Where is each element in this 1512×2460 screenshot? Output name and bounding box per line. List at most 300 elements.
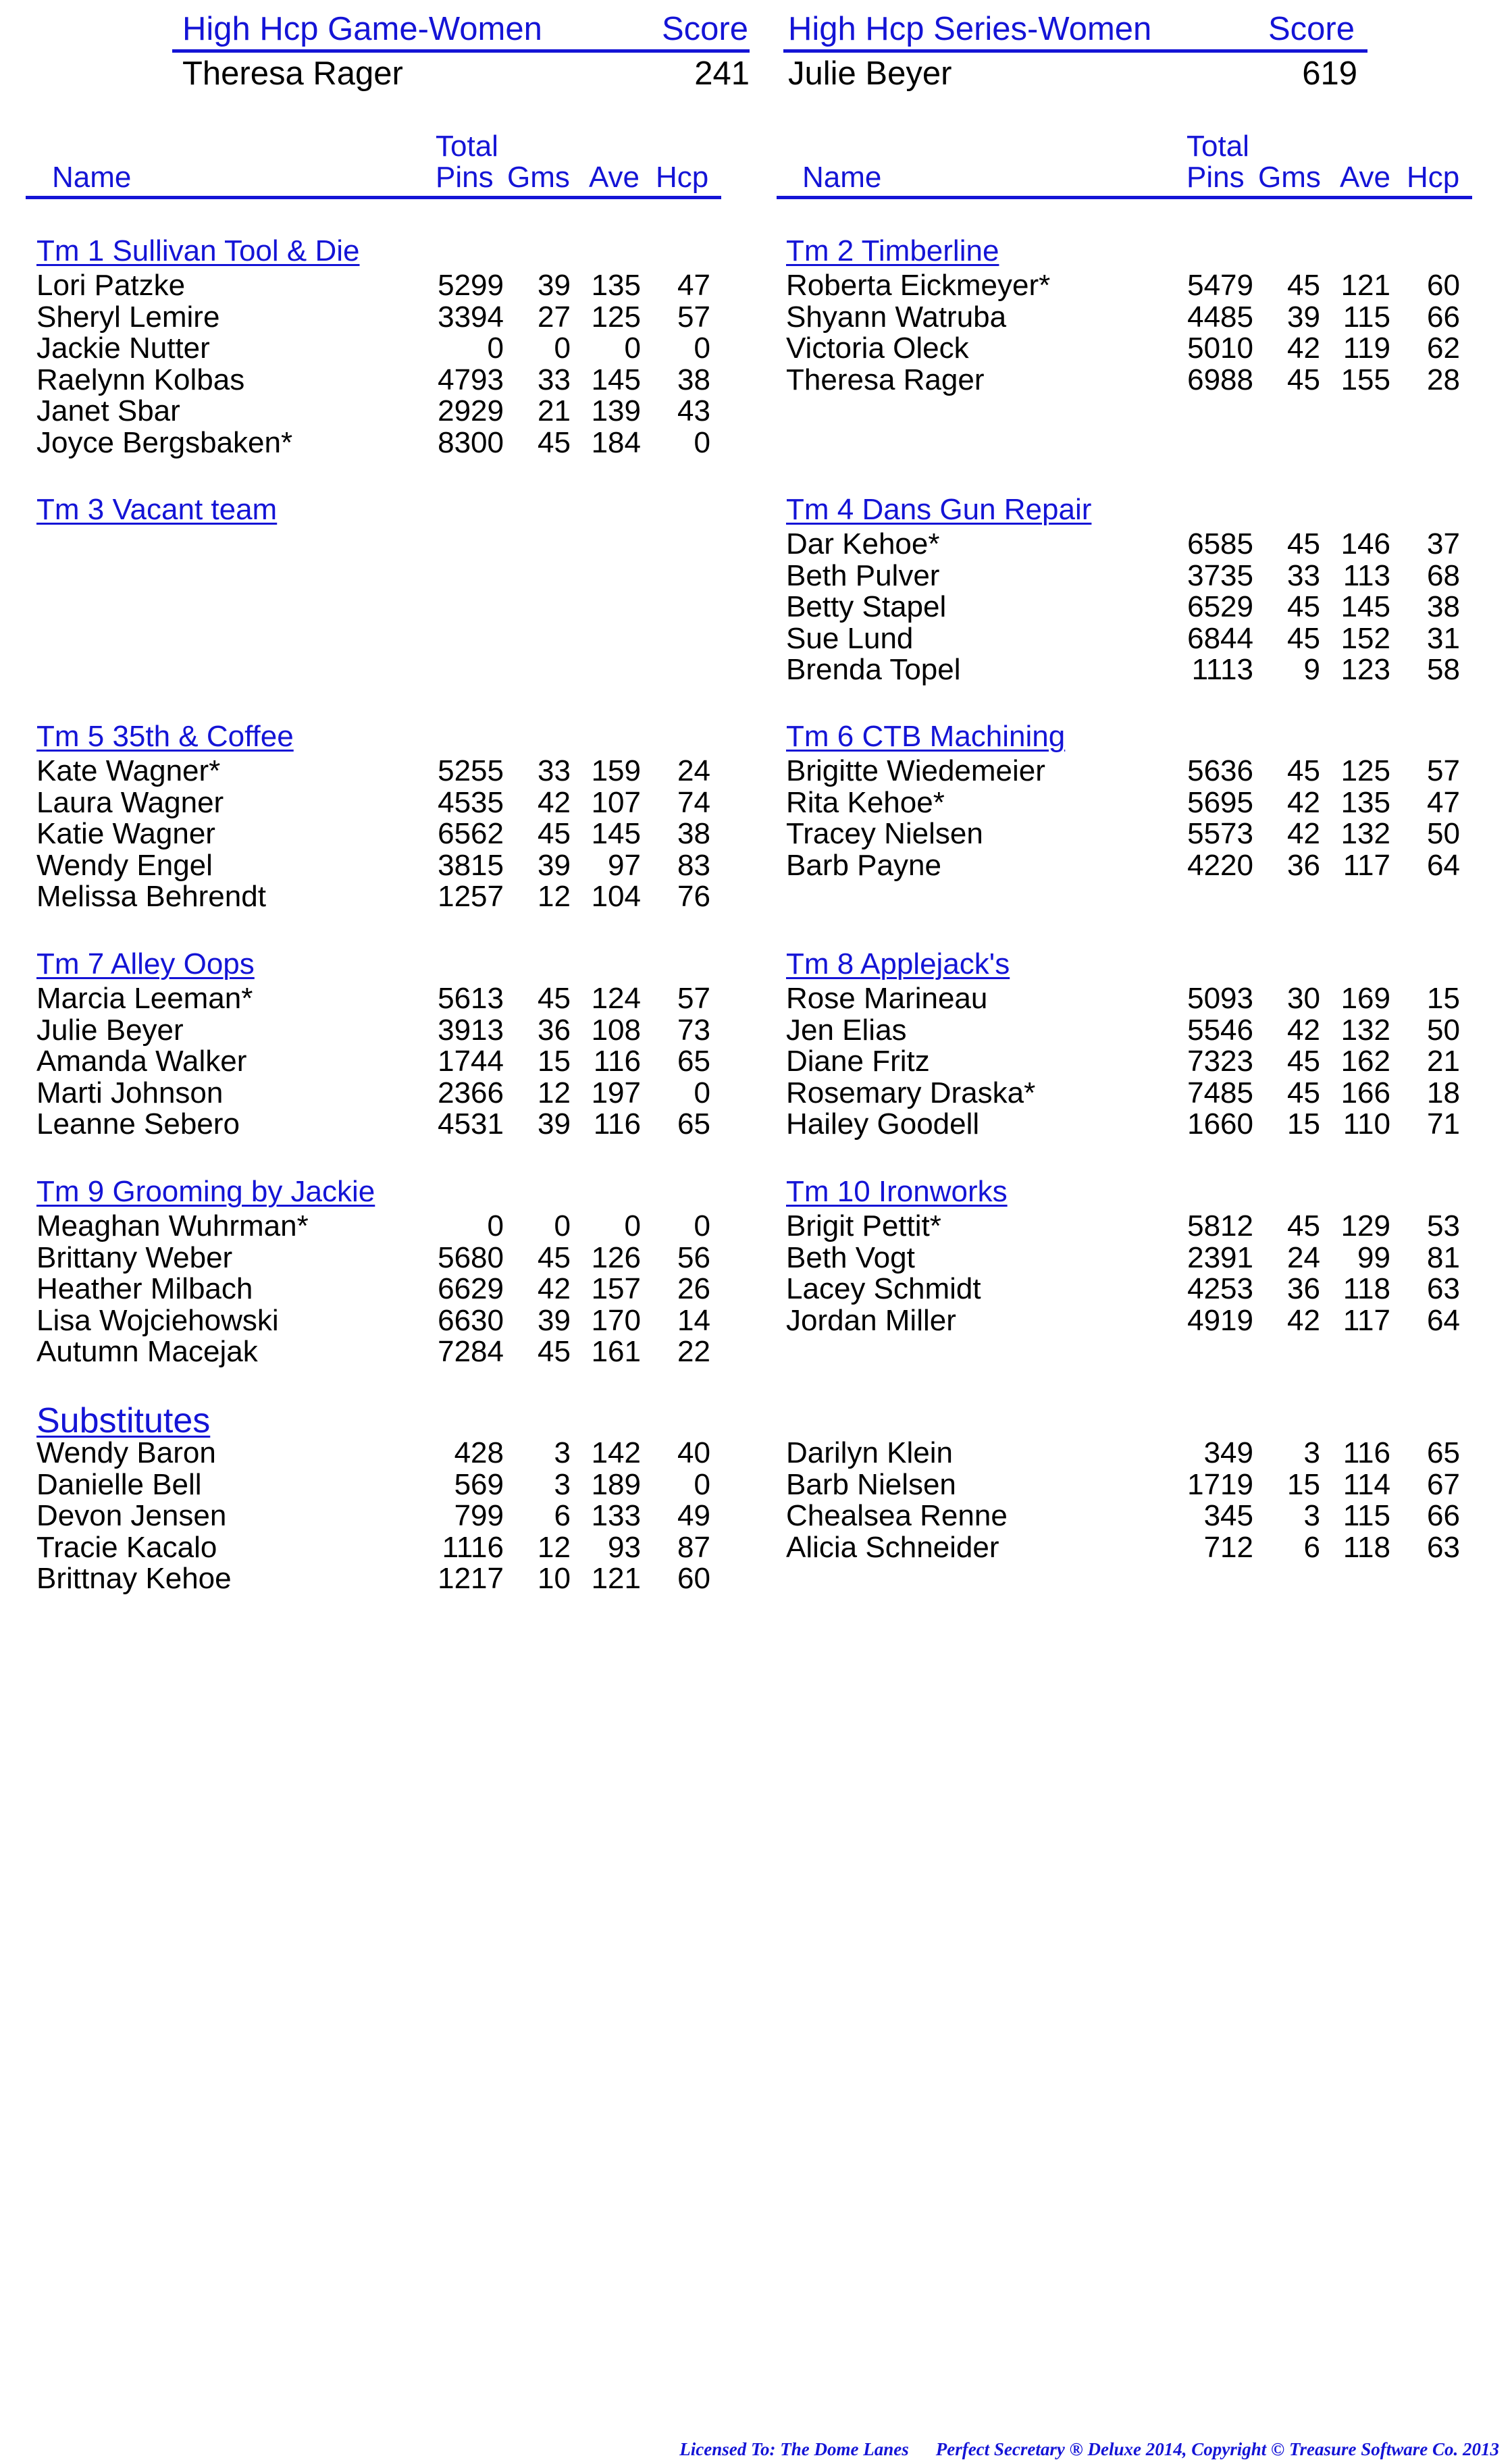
bowler-name: Brittnay Kehoe <box>36 1562 232 1595</box>
team-title: Tm 6 CTB Machining <box>786 720 1066 753</box>
bowler-pins: 0 <box>487 332 504 365</box>
bowler-gms: 39 <box>538 848 571 882</box>
bowler-pins: 345 <box>1203 1499 1253 1532</box>
table-row <box>786 1211 1475 1242</box>
bowler-pins: 1113 <box>1191 653 1253 686</box>
bowler-pins: 6585 <box>1187 527 1253 560</box>
bowler-hcp: 14 <box>677 1303 710 1337</box>
bowler-hcp: 24 <box>677 754 710 787</box>
bowler-pins: 3735 <box>1187 558 1253 592</box>
bowler-ave: 161 <box>591 1335 641 1368</box>
bowler-pins: 1257 <box>438 880 504 913</box>
bowler-pins: 2391 <box>1187 1240 1253 1274</box>
bowler-ave: 121 <box>591 1562 641 1595</box>
col-rule-right <box>777 196 1472 199</box>
bowler-ave: 117 <box>1342 848 1390 882</box>
table-row <box>36 818 725 850</box>
bowler-gms: 36 <box>1287 1272 1320 1305</box>
bowler-ave: 107 <box>591 785 641 819</box>
team-block <box>786 493 1475 686</box>
bowler-ave: 155 <box>1340 363 1390 396</box>
bowler-name: Leanne Sebero <box>36 1107 240 1141</box>
bowler-pins: 5479 <box>1187 269 1253 302</box>
bowler-pins: 4535 <box>438 785 504 819</box>
bowler-name: Autumn Macejak <box>36 1335 258 1368</box>
bowler-gms: 39 <box>538 1303 571 1337</box>
bowler-hcp: 0 <box>694 425 710 459</box>
table-row <box>36 787 725 819</box>
table-row <box>36 427 725 459</box>
bowler-gms: 3 <box>554 1436 571 1469</box>
bowler-hcp: 0 <box>694 332 710 365</box>
bowler-pins: 5546 <box>1187 1013 1253 1047</box>
bowler-name: Wendy Engel <box>36 848 213 882</box>
table-row <box>36 333 725 365</box>
bowler-hcp: 83 <box>677 848 710 882</box>
bowler-ave: 119 <box>1342 332 1390 365</box>
bowler-gms: 42 <box>538 1272 571 1305</box>
bowler-pins: 6629 <box>438 1272 504 1305</box>
bowler-ave: 108 <box>591 1013 641 1047</box>
bowler-name: Rose Marineau <box>786 982 988 1015</box>
bowler-name: Jordan Miller <box>786 1303 956 1337</box>
bowler-name: Barb Payne <box>786 848 941 882</box>
table-row <box>36 1078 725 1109</box>
team-block <box>786 947 1475 1141</box>
bowler-hcp: 18 <box>1427 1076 1460 1109</box>
bowler-pins: 428 <box>454 1436 504 1469</box>
bowler-pins: 712 <box>1203 1530 1253 1564</box>
table-row <box>786 1469 1475 1501</box>
table-row <box>786 756 1475 787</box>
table-row <box>786 1109 1475 1141</box>
bowler-gms: 45 <box>1287 754 1320 787</box>
bowler-pins: 2929 <box>438 394 504 427</box>
bowler-pins: 3394 <box>438 300 504 334</box>
table-row <box>786 1274 1475 1305</box>
bowler-hcp: 49 <box>677 1499 710 1532</box>
bowler-gms: 6 <box>554 1499 571 1532</box>
table-row <box>36 1500 725 1532</box>
col-hcp-right: Hcp <box>1407 161 1460 194</box>
bowler-pins: 6988 <box>1187 363 1253 396</box>
bowler-name: Tracie Kacalo <box>36 1530 217 1564</box>
bowler-name: Lisa Wojciehowski <box>36 1303 279 1337</box>
bowler-hcp: 81 <box>1427 1240 1460 1274</box>
bowler-gms: 10 <box>538 1562 571 1595</box>
bowler-gms: 45 <box>1287 269 1320 302</box>
table-row <box>786 1242 1475 1274</box>
bowler-gms: 3 <box>554 1467 571 1501</box>
bowler-hcp: 64 <box>1427 848 1460 882</box>
footer-license: Licensed To: The Dome Lanes <box>679 2439 909 2459</box>
bowler-name: Tracey Nielsen <box>786 817 983 850</box>
bowler-pins: 1660 <box>1187 1107 1253 1141</box>
bowler-name: Sheryl Lemire <box>36 300 220 334</box>
bowler-hcp: 63 <box>1427 1272 1460 1305</box>
team-block <box>786 234 1475 396</box>
bowler-gms: 33 <box>538 363 571 396</box>
bowler-ave: 110 <box>1342 1107 1390 1141</box>
team-title: Tm 1 Sullivan Tool & Die <box>36 234 360 267</box>
col-hcp-left: Hcp <box>656 161 709 194</box>
bowler-ave: 145 <box>591 817 641 850</box>
bowler-pins: 7485 <box>1187 1076 1253 1109</box>
table-row <box>786 1532 1475 1564</box>
bowler-hcp: 37 <box>1427 527 1460 560</box>
bowler-name: Brigit Pettit* <box>786 1209 941 1242</box>
bowler-pins: 7284 <box>438 1335 504 1368</box>
bowler-hcp: 50 <box>1427 817 1460 850</box>
team-title: Tm 9 Grooming by Jackie <box>36 1175 375 1208</box>
bowler-name: Chealsea Renne <box>786 1499 1008 1532</box>
bowler-pins: 6630 <box>438 1303 504 1337</box>
high-series-rule <box>783 49 1367 53</box>
bowler-hcp: 66 <box>1427 1499 1460 1532</box>
bowler-name: Darilyn Klein <box>786 1436 953 1469</box>
bowler-name: Joyce Bergsbaken* <box>36 425 293 459</box>
bowler-hcp: 50 <box>1427 1013 1460 1047</box>
bowler-ave: 166 <box>1340 1076 1390 1109</box>
bowler-gms: 12 <box>538 1530 571 1564</box>
bowler-name: Danielle Bell <box>36 1467 202 1501</box>
table-row <box>786 1015 1475 1047</box>
bowler-pins: 8300 <box>438 425 504 459</box>
bowler-gms: 45 <box>1287 590 1320 623</box>
bowler-name: Devon Jensen <box>36 1499 227 1532</box>
bowler-gms: 45 <box>538 1240 571 1274</box>
col-ave-left: Ave <box>589 161 640 194</box>
substitutes-right <box>786 1402 1475 1563</box>
table-row <box>786 302 1475 334</box>
high-game-rule <box>172 49 750 53</box>
bowler-hcp: 60 <box>1427 269 1460 302</box>
table-row <box>786 623 1475 655</box>
bowler-gms: 15 <box>1287 1467 1320 1501</box>
bowler-name: Rosemary Draska* <box>786 1076 1036 1109</box>
bowler-hcp: 21 <box>1427 1045 1460 1078</box>
bowler-ave: 135 <box>591 269 641 302</box>
col-pins-right: Pins <box>1187 161 1245 194</box>
bowler-pins: 4485 <box>1187 300 1253 334</box>
bowler-ave: 197 <box>591 1076 641 1109</box>
bowler-hcp: 87 <box>677 1530 710 1564</box>
bowler-hcp: 0 <box>694 1076 710 1109</box>
bowler-ave: 132 <box>1340 1013 1390 1047</box>
col-name-left: Name <box>52 161 132 194</box>
bowler-pins: 1217 <box>438 1562 504 1595</box>
bowler-name: Laura Wagner <box>36 785 224 819</box>
bowler-name: Marcia Leeman* <box>36 982 253 1015</box>
bowler-hcp: 66 <box>1427 300 1460 334</box>
bowler-pins: 5613 <box>438 982 504 1015</box>
bowler-ave: 117 <box>1342 1303 1390 1337</box>
table-row <box>36 1211 725 1242</box>
bowler-pins: 5636 <box>1187 754 1253 787</box>
team-block <box>786 1175 1475 1336</box>
bowler-name: Victoria Oleck <box>786 332 969 365</box>
bowler-gms: 42 <box>1287 817 1320 850</box>
bowler-gms: 9 <box>1303 653 1320 686</box>
bowler-hcp: 22 <box>677 1335 710 1368</box>
bowler-name: Beth Pulver <box>786 558 940 592</box>
table-row <box>786 1305 1475 1337</box>
bowler-name: Shyann Watruba <box>786 300 1007 334</box>
table-row <box>786 1438 1475 1469</box>
bowler-gms: 42 <box>1287 1303 1320 1337</box>
bowler-pins: 5299 <box>438 269 504 302</box>
bowler-gms: 12 <box>538 1076 571 1109</box>
team-title: Tm 4 Dans Gun Repair <box>786 493 1092 526</box>
bowler-gms: 45 <box>1287 1076 1320 1109</box>
bowler-hcp: 65 <box>677 1107 710 1141</box>
bowler-gms: 33 <box>1287 558 1320 592</box>
table-row <box>36 302 725 334</box>
col-gms-right: Gms <box>1258 161 1321 194</box>
substitutes-title: Substitutes <box>36 1401 211 1440</box>
bowler-hcp: 38 <box>1427 590 1460 623</box>
bowler-ave: 170 <box>591 1303 641 1337</box>
team-block <box>786 720 1475 881</box>
bowler-pins: 5255 <box>438 754 504 787</box>
bowler-hcp: 43 <box>677 394 710 427</box>
bowler-gms: 36 <box>1287 848 1320 882</box>
bowler-ave: 113 <box>1342 558 1390 592</box>
bowler-name: Roberta Eickmeyer* <box>786 269 1051 302</box>
bowler-pins: 1744 <box>438 1045 504 1078</box>
bowler-hcp: 71 <box>1427 1107 1460 1141</box>
bowler-ave: 99 <box>1357 1240 1390 1274</box>
bowler-hcp: 47 <box>1427 785 1460 819</box>
bowler-pins: 2366 <box>438 1076 504 1109</box>
bowler-pins: 4919 <box>1187 1303 1253 1337</box>
high-game-winner: Theresa Rager <box>182 55 403 92</box>
bowler-name: Brittany Weber <box>36 1240 233 1274</box>
team-title: Tm 7 Alley Oops <box>36 947 255 980</box>
bowler-ave: 159 <box>591 754 641 787</box>
team-block <box>36 234 725 459</box>
bowler-ave: 129 <box>1340 1209 1390 1242</box>
footer <box>500 2439 1499 2460</box>
bowler-gms: 15 <box>538 1045 571 1078</box>
team-title: Tm 3 Vacant team <box>36 493 278 526</box>
bowler-ave: 123 <box>1340 653 1390 686</box>
bowler-gms: 21 <box>538 394 571 427</box>
bowler-ave: 104 <box>591 880 641 913</box>
bowler-name: Marti Johnson <box>36 1076 224 1109</box>
table-row <box>36 1305 725 1337</box>
bowler-gms: 0 <box>554 332 571 365</box>
bowler-hcp: 76 <box>677 880 710 913</box>
bowler-gms: 24 <box>1287 1240 1320 1274</box>
bowler-pins: 1116 <box>442 1530 504 1564</box>
bowler-name: Betty Stapel <box>786 590 947 623</box>
bowler-ave: 0 <box>624 1209 641 1242</box>
bowler-gms: 3 <box>1303 1499 1320 1532</box>
bowler-name: Barb Nielsen <box>786 1467 956 1501</box>
bowler-pins: 6562 <box>438 817 504 850</box>
substitutes-left <box>36 1402 725 1595</box>
team-block <box>36 947 725 1141</box>
bowler-name: Kate Wagner* <box>36 754 221 787</box>
bowler-hcp: 0 <box>694 1467 710 1501</box>
bowler-hcp: 57 <box>677 982 710 1015</box>
bowler-gms: 45 <box>1287 363 1320 396</box>
team-title: Tm 8 Applejack's <box>786 947 1010 980</box>
high-game-title: High Hcp Game-Women <box>182 11 542 47</box>
bowler-gms: 45 <box>1287 1045 1320 1078</box>
bowler-pins: 5695 <box>1187 785 1253 819</box>
bowler-pins: 799 <box>454 1499 504 1532</box>
bowler-pins: 5812 <box>1187 1209 1253 1242</box>
bowler-gms: 15 <box>1287 1107 1320 1141</box>
col-rule-left <box>26 196 721 199</box>
table-row <box>36 756 725 787</box>
bowler-gms: 45 <box>538 425 571 459</box>
col-ave-right: Ave <box>1340 161 1391 194</box>
bowler-hcp: 28 <box>1427 363 1460 396</box>
high-series-title: High Hcp Series-Women <box>788 11 1152 47</box>
bowler-name: Amanda Walker <box>36 1045 247 1078</box>
bowler-ave: 116 <box>593 1045 641 1078</box>
bowler-hcp: 26 <box>677 1272 710 1305</box>
table-row <box>36 1469 725 1501</box>
bowler-hcp: 73 <box>677 1013 710 1047</box>
bowler-pins: 7323 <box>1187 1045 1253 1078</box>
bowler-ave: 115 <box>1342 300 1390 334</box>
bowler-name: Dar Kehoe* <box>786 527 940 560</box>
bowler-ave: 97 <box>608 848 641 882</box>
bowler-ave: 145 <box>1340 590 1390 623</box>
bowler-ave: 118 <box>1342 1272 1390 1305</box>
table-row <box>36 396 725 427</box>
bowler-name: Julie Beyer <box>36 1013 184 1047</box>
bowler-gms: 42 <box>1287 1013 1320 1047</box>
bowler-gms: 45 <box>1287 621 1320 655</box>
bowler-pins: 5010 <box>1187 332 1253 365</box>
bowler-name: Beth Vogt <box>786 1240 915 1274</box>
bowler-pins: 4531 <box>438 1107 504 1141</box>
bowler-gms: 27 <box>538 300 571 334</box>
bowler-ave: 169 <box>1340 982 1390 1015</box>
table-row <box>36 270 725 302</box>
table-row <box>786 1078 1475 1109</box>
table-row <box>36 1109 725 1141</box>
table-row <box>36 1046 725 1078</box>
table-row <box>786 560 1475 592</box>
bowler-ave: 152 <box>1340 621 1390 655</box>
table-row <box>786 592 1475 623</box>
bowler-name: Lacey Schmidt <box>786 1272 981 1305</box>
bowler-ave: 189 <box>591 1467 641 1501</box>
table-row <box>786 983 1475 1015</box>
bowler-ave: 184 <box>591 425 641 459</box>
team-title: Tm 10 Ironworks <box>786 1175 1008 1208</box>
bowler-ave: 139 <box>591 394 641 427</box>
table-row <box>36 365 725 396</box>
bowler-gms: 45 <box>1287 527 1320 560</box>
col-gms-left: Gms <box>507 161 570 194</box>
bowler-ave: 132 <box>1340 817 1390 850</box>
bowler-hcp: 38 <box>677 363 710 396</box>
col-total-right: Total <box>1187 130 1249 163</box>
bowler-ave: 125 <box>1340 754 1390 787</box>
bowler-gms: 30 <box>1287 982 1320 1015</box>
col-pins-left: Pins <box>436 161 494 194</box>
bowler-hcp: 65 <box>677 1045 710 1078</box>
table-row <box>786 818 1475 850</box>
bowler-hcp: 60 <box>677 1562 710 1595</box>
bowler-gms: 36 <box>538 1013 571 1047</box>
bowler-ave: 116 <box>1342 1436 1390 1469</box>
bowler-ave: 115 <box>1342 1499 1390 1532</box>
bowler-name: Alicia Schneider <box>786 1530 999 1564</box>
bowler-name: Hailey Goodell <box>786 1107 980 1141</box>
bowler-gms: 12 <box>538 880 571 913</box>
bowler-gms: 39 <box>538 1107 571 1141</box>
table-row <box>786 270 1475 302</box>
bowler-name: Heather Milbach <box>36 1272 253 1305</box>
bowler-gms: 6 <box>1303 1530 1320 1564</box>
bowler-ave: 135 <box>1340 785 1390 819</box>
bowler-hcp: 47 <box>677 269 710 302</box>
bowler-ave: 157 <box>591 1272 641 1305</box>
bowler-pins: 3913 <box>438 1013 504 1047</box>
table-row <box>36 850 725 882</box>
table-row <box>786 787 1475 819</box>
bowler-name: Raelynn Kolbas <box>36 363 245 396</box>
bowler-hcp: 57 <box>1427 754 1460 787</box>
bowler-gms: 33 <box>538 754 571 787</box>
bowler-hcp: 53 <box>1427 1209 1460 1242</box>
bowler-pins: 0 <box>487 1209 504 1242</box>
high-game-score: 241 <box>694 55 750 92</box>
bowler-ave: 126 <box>591 1240 641 1274</box>
bowler-ave: 145 <box>591 363 641 396</box>
high-game-score-label: Score <box>662 11 749 47</box>
bowler-ave: 124 <box>591 982 641 1015</box>
bowler-hcp: 15 <box>1427 982 1460 1015</box>
bowler-hcp: 64 <box>1427 1303 1460 1337</box>
bowler-gms: 45 <box>538 817 571 850</box>
table-row <box>786 365 1475 396</box>
bowler-hcp: 62 <box>1427 332 1460 365</box>
table-row <box>36 1015 725 1047</box>
bowler-name: Brenda Topel <box>786 653 961 686</box>
high-series-score-label: Score <box>1268 11 1355 47</box>
bowler-ave: 116 <box>593 1107 641 1141</box>
footer-copyright: Perfect Secretary ® Deluxe 2014, Copyright © Treasure Software Co. 2013 <box>935 2439 1499 2459</box>
bowler-gms: 3 <box>1303 1436 1320 1469</box>
bowler-pins: 5093 <box>1187 982 1253 1015</box>
table-row <box>786 529 1475 560</box>
bowler-hcp: 67 <box>1427 1467 1460 1501</box>
bowler-name: Meaghan Wuhrman* <box>36 1209 309 1242</box>
bowler-pins: 3815 <box>438 848 504 882</box>
table-row <box>786 850 1475 882</box>
high-series-score: 619 <box>1302 55 1357 92</box>
bowler-pins: 1719 <box>1187 1467 1253 1501</box>
bowler-ave: 0 <box>624 332 641 365</box>
table-row <box>36 1563 725 1595</box>
high-series-winner: Julie Beyer <box>788 55 952 92</box>
bowler-name: Diane Fritz <box>786 1045 930 1078</box>
bowler-name: Katie Wagner <box>36 817 215 850</box>
bowler-gms: 42 <box>538 785 571 819</box>
bowler-name: Theresa Rager <box>786 363 985 396</box>
bowler-ave: 142 <box>591 1436 641 1469</box>
table-row <box>786 654 1475 686</box>
